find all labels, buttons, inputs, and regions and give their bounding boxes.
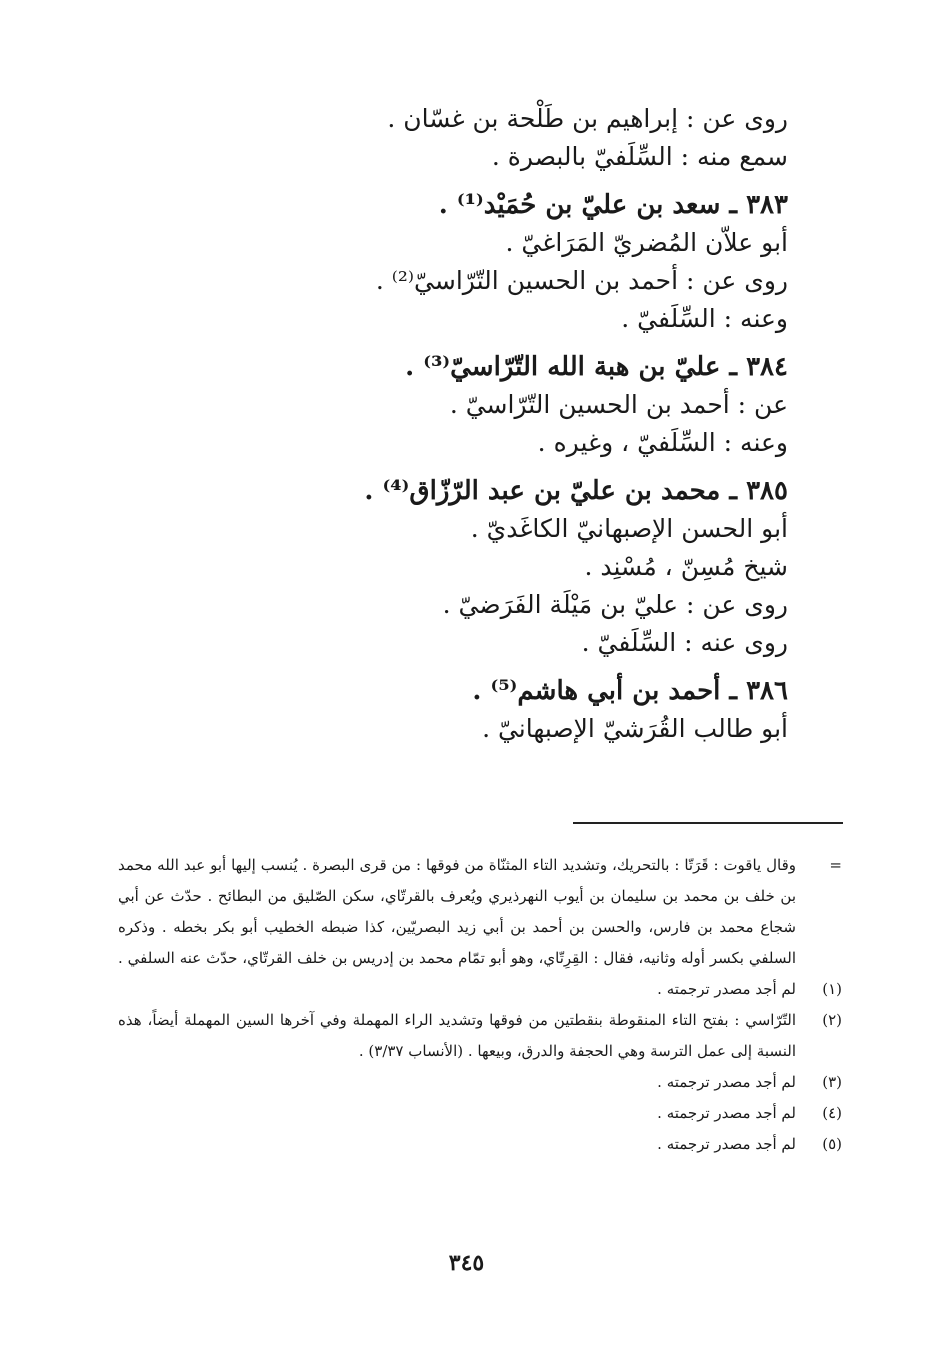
text-line: روى عن : عليّ بن مَيْلَة الفَرَضيّ .: [442, 590, 788, 619]
entry-heading-383: ٣٨٣ ـ سعد بن عليّ بن حُمَيْد⁽¹⁾ .: [438, 190, 788, 220]
footnote-5: [118, 1129, 842, 1160]
footnote-text: لم أجد مصدر ترجمته .: [657, 1135, 796, 1153]
footnote-text: وقال ياقوت : قَرَتّا : بالتحريك، وتشديد التاء المثنّاة من فوقها : من قرى البصرة . يُنسب إليها أبو عبد الله محمد بن خلف بن محمد بن سليمان بن أيوب النهرذيري ويُعرف بالقرتّاي، سكن الصّليق من البطائح . حدّث عن أبي شجاع محمد بن فارس، والحسن بن أحمد بن أبي زيد البصريّين، كذا ضبطه الخطيب أبو بكر بخطه . وذكره السلفي بكسر أوله وثانيه، فقال : القِرِتّاي، وهو أبو تمّام محمد بن إدريس بن خلف القرتّاي، حدّث عنه السلفي .: [118, 856, 796, 967]
footnote-number: (١): [822, 980, 842, 998]
footnote-separator: [573, 822, 843, 824]
text-line: وعنه : السِّلَفيّ ، وغيره .: [537, 428, 788, 457]
footnote-2: [118, 1005, 842, 1067]
text-line: وعنه : السِّلَفيّ .: [621, 304, 788, 333]
footnote-text: لم أجد مصدر ترجمته .: [657, 1073, 796, 1091]
text-line: شيخ مُسِنّ ، مُسْنِد .: [584, 552, 788, 581]
entry-heading-384: ٣٨٤ ـ عليّ بن هبة الله التّرّاسيّ⁽³⁾ .: [405, 352, 788, 382]
continuation-marker: =: [829, 856, 842, 874]
text-line: أبو طالب القُرَشيّ الإصبهانيّ .: [482, 714, 788, 743]
footnote-number: (٢): [822, 1011, 842, 1029]
footnote-number: (٤): [822, 1104, 842, 1122]
footnote-text: لم أجد مصدر ترجمته .: [657, 980, 796, 998]
footnote-number: (٥): [822, 1135, 842, 1153]
text-line: أبو علاّن المُضريّ المَرَاغيّ .: [505, 228, 788, 257]
text-line: أبو الحسن الإصبهانيّ الكاغَديّ .: [470, 514, 788, 543]
main-text: [148, 100, 788, 748]
footnote-4: [118, 1098, 842, 1129]
entry-heading-385: ٣٨٥ ـ محمد بن عليّ بن عبد الرّزّاق⁽⁴⁾ .: [364, 476, 788, 506]
footnote-3: [118, 1067, 842, 1098]
text-line: روى عن : إبراهيم بن طَلْحة بن غسّان .: [387, 104, 788, 133]
footnote-1: [118, 974, 842, 1005]
footnote-continuation: [118, 850, 842, 974]
footnote-text: لم أجد مصدر ترجمته .: [657, 1104, 796, 1122]
footnote-text: التّرّاسي : بفتح التاء المنقوطة بنقطتين من فوقها وتشديد الراء المهملة وفي آخرها السين المهملة أيضاً، هذه النسبة إلى عمل الترسة وهي الحجفة والدرق، وبيعها . (الأنساب ٣/٣٧) .: [118, 1011, 796, 1060]
footnotes: [118, 850, 842, 1160]
page-number: ٣٤٥: [448, 1250, 485, 1276]
text-line: روى عن : أحمد بن الحسين التّرّاسيّ⁽²⁾ .: [375, 266, 788, 295]
entry-heading-386: ٣٨٦ ـ أحمد بن أبي هاشم⁽⁵⁾ .: [472, 676, 788, 706]
text-line: روى عنه : السِّلَفيّ .: [581, 628, 788, 657]
text-line: عن : أحمد بن الحسين التّرّاسيّ .: [449, 390, 788, 419]
text-line: سمع منه : السِّلَفيّ بالبصرة .: [491, 142, 788, 171]
footnote-number: (٣): [822, 1073, 842, 1091]
